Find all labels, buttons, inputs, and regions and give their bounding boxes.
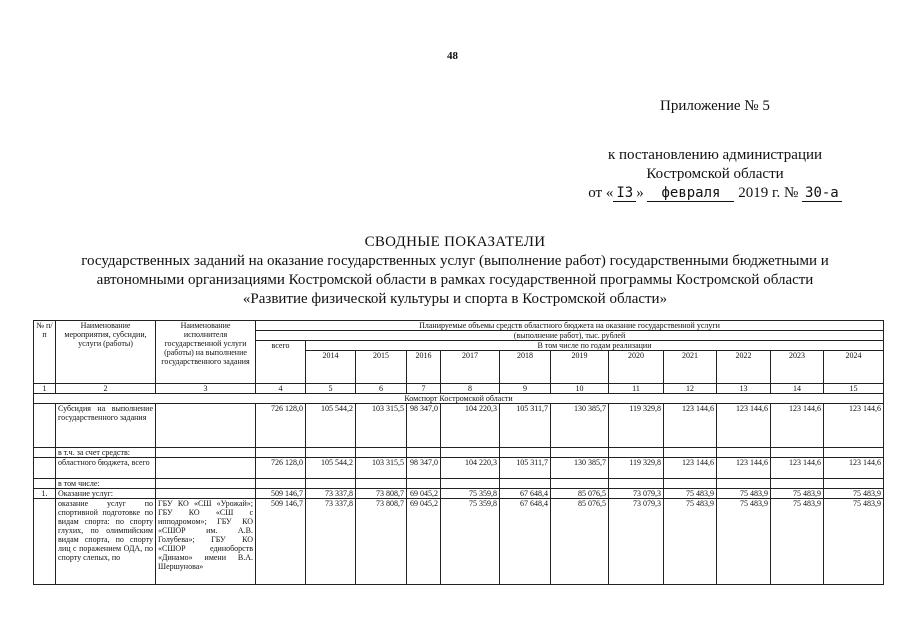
row-value [824, 448, 884, 458]
column-number: 1 [34, 384, 56, 394]
table-row [34, 499, 884, 585]
row-number [34, 479, 56, 489]
title-line-4: «Развитие физической культуры и спорта в Костромской области» [242, 291, 668, 307]
year-header: 2020 [609, 351, 664, 384]
year-header: 2018 [500, 351, 551, 384]
title-line-2: государственных заданий на оказание государственных услуг (выполнение работ) государственными бюджетными и [81, 253, 829, 269]
decree-number: 30-а [802, 185, 842, 202]
decree-date-line [560, 184, 870, 203]
row-executor [156, 479, 256, 489]
row-value: 75 483,9 [664, 489, 717, 499]
decree-month: февраля [647, 185, 734, 202]
year-header: 2017 [441, 351, 500, 384]
row-executor [156, 458, 256, 479]
row-name: областного бюджета, всего [56, 458, 156, 479]
row-value: 130 385,7 [551, 458, 609, 479]
column-number: 9 [500, 384, 551, 394]
row-value: 67 648,4 [500, 489, 551, 499]
table-row [34, 489, 884, 499]
row-value [664, 448, 717, 458]
decree-from: от « [588, 185, 614, 201]
row-value: 75 483,9 [717, 499, 771, 585]
column-number: 6 [356, 384, 407, 394]
row-value [441, 448, 500, 458]
table-row [34, 458, 884, 479]
row-value: 75 359,8 [441, 499, 500, 585]
row-number [34, 458, 56, 479]
row-value: 98 347,0 [407, 458, 441, 479]
row-executor: ГБУ КО «СШ «Урожай»; ГБУ КО «СШ с ипподромом»; ГБУ КО «СШОР им. А.В. Голубева»; ГБУ КО «СШОР единоборств «Динамо» имени В.А. Шершунова» [156, 499, 256, 585]
row-value: 103 315,5 [356, 404, 407, 448]
row-name: Оказание услуг: [56, 489, 156, 499]
row-value [609, 448, 664, 458]
row-value: 123 144,6 [771, 458, 824, 479]
decree-line-1: к постановлению администрации [607, 147, 823, 163]
row-value: 98 347,0 [407, 404, 441, 448]
row-value: 67 648,4 [500, 499, 551, 585]
summary-table [33, 320, 884, 585]
header-plan-2: (выполнение работ), тыс. рублей [256, 331, 884, 341]
row-number [34, 448, 56, 458]
column-number: 7 [407, 384, 441, 394]
row-value: 75 483,9 [664, 499, 717, 585]
section-row: Комспорт Костромской области [34, 394, 884, 404]
title-main: СВОДНЫЕ ПОКАЗАТЕЛИ [364, 234, 546, 250]
year-header: 2019 [551, 351, 609, 384]
row-value [664, 479, 717, 489]
row-value: 73 079,3 [609, 499, 664, 585]
table-row [34, 479, 884, 489]
column-number: 3 [156, 384, 256, 394]
row-value [441, 479, 500, 489]
row-value: 726 128,0 [256, 404, 306, 448]
year-header: 2014 [306, 351, 356, 384]
row-value: 123 144,6 [664, 458, 717, 479]
row-value [551, 479, 609, 489]
column-number: 12 [664, 384, 717, 394]
decree-year: 2019 г. № [738, 185, 799, 201]
row-value: 75 483,9 [771, 489, 824, 499]
row-value: 104 220,3 [441, 458, 500, 479]
row-value [717, 479, 771, 489]
column-number: 15 [824, 384, 884, 394]
row-value: 130 385,7 [551, 404, 609, 448]
year-header: 2016 [407, 351, 441, 384]
column-number: 11 [609, 384, 664, 394]
row-value: 119 329,8 [609, 458, 664, 479]
row-value: 726 128,0 [256, 458, 306, 479]
row-value: 123 144,6 [664, 404, 717, 448]
row-value: 85 076,5 [551, 489, 609, 499]
row-value [551, 448, 609, 458]
header-by-year: В том числе по годам реализации [306, 341, 884, 351]
year-header: 2022 [717, 351, 771, 384]
row-value: 75 483,9 [824, 489, 884, 499]
row-value: 73 337,8 [306, 489, 356, 499]
row-value: 75 359,8 [441, 489, 500, 499]
row-value [256, 448, 306, 458]
column-number: 14 [771, 384, 824, 394]
row-executor [156, 404, 256, 448]
document-title [40, 233, 870, 309]
header-total: всего [256, 341, 306, 384]
appendix-label: Приложение № 5 [660, 98, 770, 114]
row-value: 73 808,7 [356, 499, 407, 585]
row-value: 123 144,6 [717, 404, 771, 448]
row-value [609, 479, 664, 489]
row-name: в том числе: [56, 479, 156, 489]
row-value [407, 479, 441, 489]
row-value [771, 448, 824, 458]
column-number: 13 [717, 384, 771, 394]
page-number: 48 [447, 50, 458, 62]
row-number [34, 499, 56, 585]
column-number: 2 [56, 384, 156, 394]
decree-quote-close: » [636, 185, 644, 201]
row-executor [156, 489, 256, 499]
header-name: Наименование мероприятия, субсидии, услуги (работы) [56, 321, 156, 384]
row-value: 73 337,8 [306, 499, 356, 585]
row-value: 509 146,7 [256, 489, 306, 499]
row-value [306, 448, 356, 458]
row-executor [156, 448, 256, 458]
row-value: 119 329,8 [609, 404, 664, 448]
row-value [771, 479, 824, 489]
row-value: 123 144,6 [771, 404, 824, 448]
row-value [717, 448, 771, 458]
row-value: 105 544,2 [306, 458, 356, 479]
decree-line-2: Костромской области [646, 166, 784, 182]
row-value: 73 079,3 [609, 489, 664, 499]
row-value: 105 311,7 [500, 404, 551, 448]
row-name: оказание услуг по спортивной подготовке по видам спорта: по спорту глухих, по олимпийским видам спорта, по спорту лиц с поражением ОДА, по спорту слепых, по [56, 499, 156, 585]
row-value: 123 144,6 [824, 404, 884, 448]
row-value: 75 483,9 [824, 499, 884, 585]
table-row [34, 448, 884, 458]
year-header: 2021 [664, 351, 717, 384]
year-header: 2015 [356, 351, 407, 384]
row-name: Субсидия на выполнение государственного задания [56, 404, 156, 448]
row-value [500, 448, 551, 458]
table-row [34, 404, 884, 448]
row-value: 105 544,2 [306, 404, 356, 448]
row-value [356, 479, 407, 489]
row-value [256, 479, 306, 489]
row-value: 69 045,2 [407, 499, 441, 585]
row-value: 104 220,3 [441, 404, 500, 448]
header-num: № п/п [34, 321, 56, 384]
row-value: 105 311,7 [500, 458, 551, 479]
row-value: 509 146,7 [256, 499, 306, 585]
row-value: 73 808,7 [356, 489, 407, 499]
decree-block [560, 146, 870, 203]
decree-day: I3 [613, 185, 636, 202]
year-header: 2024 [824, 351, 884, 384]
row-value [356, 448, 407, 458]
row-value: 69 045,2 [407, 489, 441, 499]
title-line-3: автономными организациями Костромской области в рамках государственной программы Костромской области [96, 272, 814, 288]
row-value [306, 479, 356, 489]
header-plan-1: Планируемые объемы средств областного бюджета на оказание государственной услуги [256, 321, 884, 331]
row-value [407, 448, 441, 458]
row-number [34, 404, 56, 448]
row-value: 85 076,5 [551, 499, 609, 585]
row-number: 1. [34, 489, 56, 499]
column-number: 8 [441, 384, 500, 394]
row-value: 123 144,6 [824, 458, 884, 479]
column-number: 5 [306, 384, 356, 394]
row-value [500, 479, 551, 489]
year-header: 2023 [771, 351, 824, 384]
column-number: 10 [551, 384, 609, 394]
row-value [824, 479, 884, 489]
row-value: 75 483,9 [717, 489, 771, 499]
row-value: 123 144,6 [717, 458, 771, 479]
row-value: 75 483,9 [771, 499, 824, 585]
row-value: 103 315,5 [356, 458, 407, 479]
column-number: 4 [256, 384, 306, 394]
row-name: в т.ч. за счет средств: [56, 448, 156, 458]
header-executor: Наименование исполнителя государственной услуги (работы) на выполнение государственного задания [156, 321, 256, 384]
